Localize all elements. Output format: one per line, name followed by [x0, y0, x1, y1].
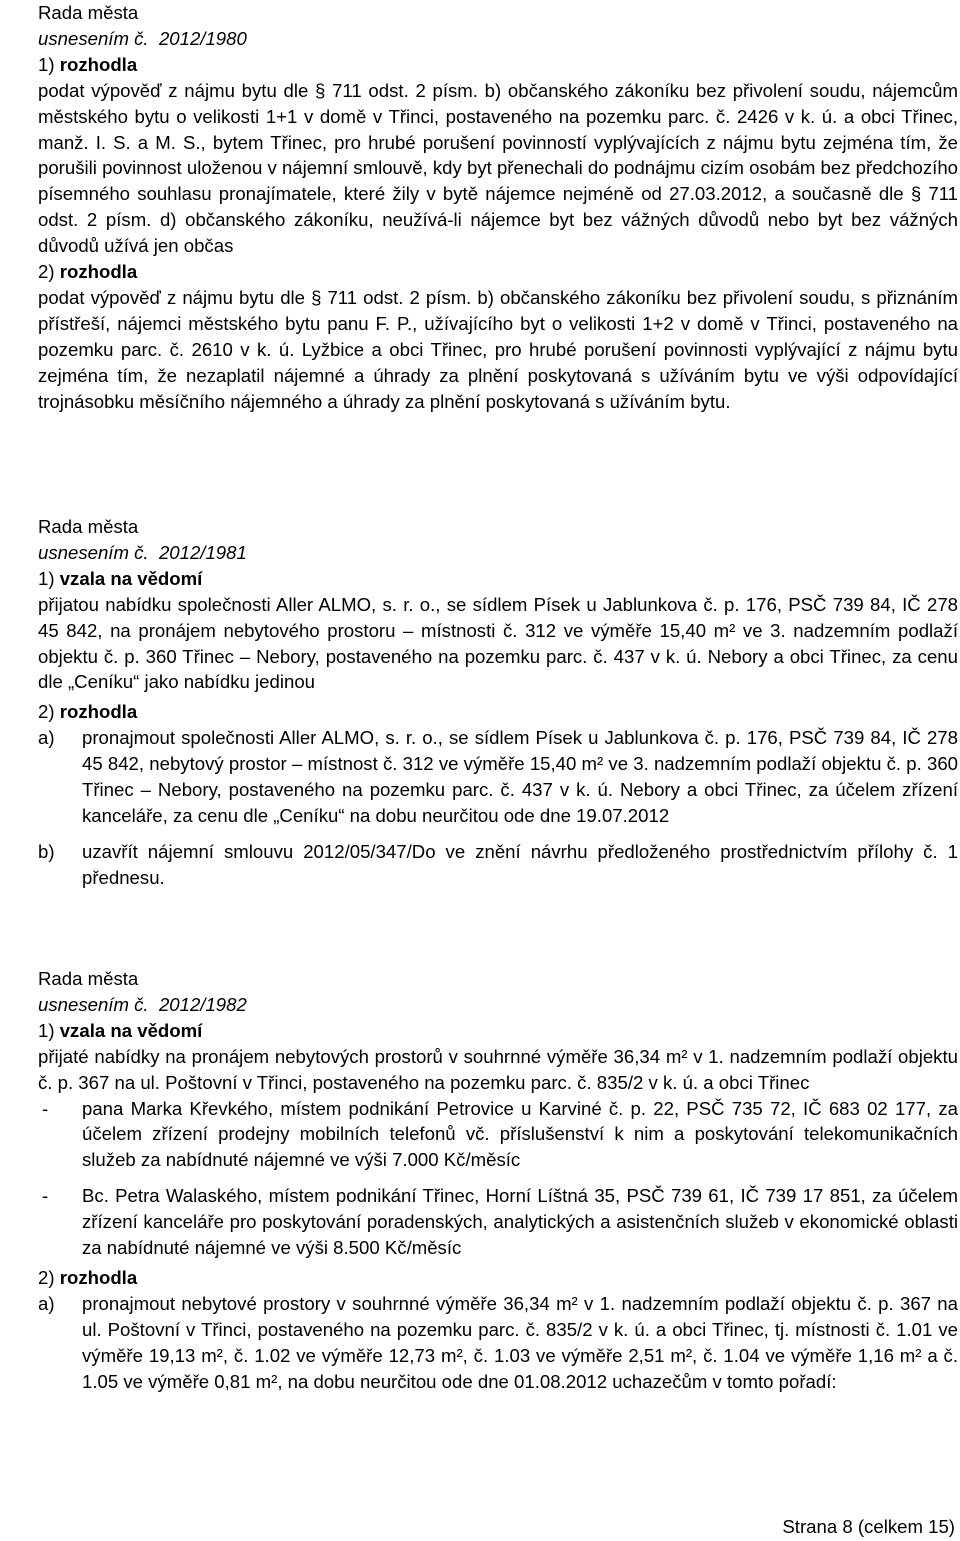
council-name: Rada města	[38, 968, 139, 989]
decision-number: 2)	[38, 701, 55, 723]
sub-item-a	[38, 725, 958, 829]
resolution-number: 2012/1981	[158, 541, 247, 563]
resolution-header	[38, 992, 958, 1018]
bidder-text: Bc. Petra Walaského, místem podnikání Třinec, Horní Líštná 35, PSČ 739 61, IČ 739 17 851, za účelem zřízení kanceláře pro poskytování poradenských, analytických a asistenčních služeb v ekonomické oblasti za nabídnuté nájemné ve výši 8.500 Kč/měsíc	[82, 1185, 958, 1259]
sub-item-text: pronajmout nebytové prostory v souhrnné výměře 36,34 m² v 1. nadzemním podlaží objektu č. p. 367 na ul. Poštovní v Třinci, postaveného na pozemku parc. č. 835/2 v k. ú. a obci Třinec, tj. místnosti č. 1.01 ve výměře 19,13 m², č. 1.02 ve výměře 12,73 m², č. 1.03 ve výměře 2,51 m², č. 1.04 ve výměře 1,16 m² a č. 1.05 ve výměře 0,81 m², na dobu neurčitou ode dne 01.08.2012 uchazečům v tomto pořadí:	[82, 1292, 958, 1392]
resolution-2012-1980	[38, 0, 958, 415]
bidder-text: pana Marka Křevkého, místem podnikání Petrovice u Karviné č. p. 22, PSČ 735 72, IČ 683 02 177, za účelem zřízení prodejny mobilních telefonů vč. příslušenství k nim a poskytování telekomunikačních služeb za nabídnuté nájemné ve výši 7.000 Kč/měsíc	[82, 1097, 958, 1171]
decision-verb: vzala na vědomí	[59, 567, 203, 589]
decision-verb: vzala na vědomí	[59, 1019, 203, 1041]
decision-verb: rozhodla	[59, 261, 138, 283]
resolution-label: usnesením č.	[38, 541, 149, 563]
sub-item-a	[38, 1291, 958, 1395]
decision-text: přijatou nabídku společnosti Aller ALMO, s. r. o., se sídlem Písek u Jablunkova č. p. 176, PSČ 739 84, IČ 278 45 842, na pronájem nebytového prostoru – místnosti č. 312 ve výměře 15,40 m² ve 3. nadzemním podlaží objektu č. p. 360 Třinec – Nebory, postaveného na pozemku parc. č. 437 v k. ú. Nebory a obci Třinec, za cenu dle „Ceníku“ jako nabídku jedinou	[38, 593, 958, 693]
sub-item-label: a)	[38, 727, 55, 749]
page-footer: Strana 8 (celkem 15)	[782, 1516, 955, 1537]
dash-bullet: -	[42, 1097, 49, 1119]
decision-number: 1)	[38, 1019, 55, 1041]
decision-heading	[38, 259, 958, 285]
decision-verb: rozhodla	[59, 53, 138, 75]
council-name: Rada města	[38, 516, 139, 537]
resolution-label: usnesením č.	[38, 993, 149, 1015]
resolution-label: usnesením č.	[38, 27, 149, 49]
decision-number: 1)	[38, 53, 55, 75]
decision-heading	[38, 1018, 958, 1044]
resolution-2012-1982	[38, 966, 958, 1395]
decision-verb: rozhodla	[59, 701, 138, 723]
decision-number: 2)	[38, 261, 55, 283]
decision-number: 1)	[38, 567, 55, 589]
sub-item-label: a)	[38, 1292, 55, 1314]
sub-item-label: b)	[38, 840, 55, 862]
decision-heading	[38, 566, 958, 592]
resolution-header	[38, 540, 958, 566]
sub-item-text: pronajmout společnosti Aller ALMO, s. r. o., se sídlem Písek u Jablunkova č. p. 176, PSČ 739 84, IČ 278 45 842, nebytový prostor – místnost č. 312 ve výměře 15,40 m² ve 3. nadzemním podlaží objektu č. p. 360 Třinec – Nebory, postaveného na pozemku parc. č. 437 v k. ú. Nebory a obci Třinec, za účelem zřízení kanceláře, za cenu dle „Ceníku“ na dobu neurčitou ode dne 19.07.2012	[82, 727, 958, 826]
decision-heading	[38, 699, 958, 725]
bidder-item	[38, 1183, 958, 1261]
sub-item-text: uzavřít nájemní smlouvu 2012/05/347/Do ve znění návrhu předloženého prostřednictvím přílohy č. 1 přednesu.	[82, 840, 958, 888]
resolution-number: 2012/1980	[158, 27, 247, 49]
decision-text: podat výpověď z nájmu bytu dle § 711 odst. 2 písm. b) občanského zákoníku bez přivolení soudu, s přiznáním přístřeší, nájemci městského bytu panu F. P., užívajícího byt o velikosti 1+2 v domě v Třinci, postaveného na pozemku parc. č. 2610 v k. ú. Lyžbice a obci Třinec, pro hrubé porušení povinnosti vyplývající z nájmu bytu zejména tím, že nezaplatil nájemné a úhrady za plnění poskytovaná s užíváním bytu ve výši odpovídající trojnásobku měsíčního nájemného a úhrady za plnění poskytovaná s užíváním bytu.	[38, 286, 958, 412]
decision-heading	[38, 1265, 958, 1291]
bidder-item	[38, 1096, 958, 1174]
decision-verb: rozhodla	[59, 1266, 138, 1288]
dash-bullet: -	[42, 1185, 49, 1207]
resolution-2012-1981	[38, 514, 958, 891]
council-name: Rada města	[38, 2, 139, 23]
sub-item-b	[38, 839, 958, 891]
resolution-number: 2012/1982	[158, 993, 247, 1015]
decision-heading	[38, 52, 958, 78]
decision-text: podat výpověď z nájmu bytu dle § 711 odst. 2 písm. b) občanského zákoníku bez přivolení soudu, nájemcům městského bytu o velikosti 1+1 v domě v Třinci, postaveného na pozemku parc. č. 2426 v k. ú. a obci Třinec, manž. I. S. a M. S., bytem Třinec, pro hrubé porušení povinností vyplývajících z nájmu bytu zejména tím, že porušili povinnost uloženou v nájemní smlouvě, kdy byt přenechali do podnájmu cizím osobám bez předchozího písemného souhlasu pronajímatele, které žily v bytě nájemce nejméně od 27.03.2012, a současně dle § 711 odst. 2 písm. d) občanského zákoníku, neužívá-li nájemce byt bez vážných důvodů nebo byt bez vážných důvodů užívá jen občas	[38, 79, 958, 257]
resolution-header	[38, 26, 958, 52]
decision-number: 2)	[38, 1266, 55, 1288]
decision-text: přijaté nabídky na pronájem nebytových prostorů v souhrnné výměře 36,34 m² v 1. nadzemním podlaží objektu č. p. 367 na ul. Poštovní v Třinci, postaveného na pozemku parc. č. 835/2 v k. ú. a obci Třinec	[38, 1045, 958, 1093]
